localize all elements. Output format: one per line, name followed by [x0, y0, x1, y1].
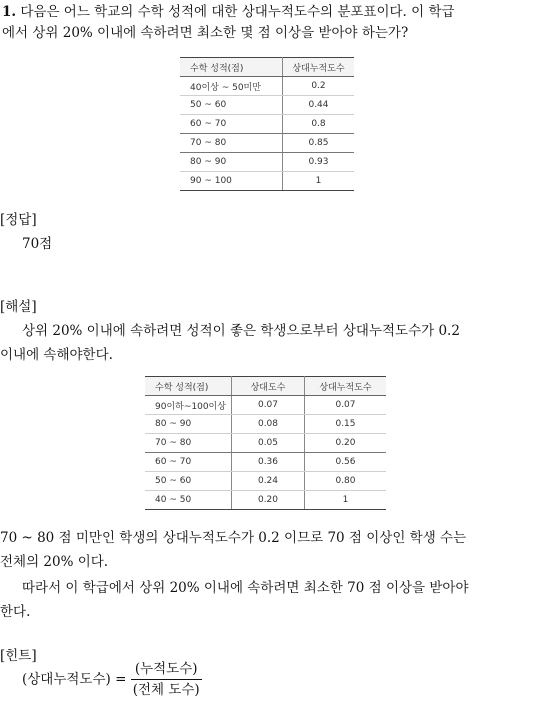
table-header-score: 수학 성적(점) [145, 377, 232, 396]
hint-denominator: (전체 도수) [132, 682, 200, 698]
question-text-1: 다음은 어느 학교의 수학 성적에 대한 상대누적도수의 분포표이다. 이 학급 [20, 4, 455, 20]
answer-value: 70점 [22, 236, 53, 252]
question-line-2: 에서 상위 20% 이내에 속하려면 최소한 몇 점 이상을 받아야 하는가? [2, 25, 409, 41]
explanation-line-4: 전체의 20% 이다. [0, 554, 109, 570]
cumulative-frequency-table [180, 57, 354, 191]
table-cell: 90 ~ 100 [180, 172, 283, 191]
table-row [180, 77, 354, 96]
hint-heading: [힌트] [0, 648, 37, 664]
table-cell: 1 [305, 491, 387, 510]
table-cell: 0.56 [305, 453, 387, 472]
table-cell: 0.24 [232, 472, 305, 491]
question-number: 1. [2, 4, 17, 20]
table-cell: 0.08 [232, 415, 305, 434]
answer-heading: [정답] [0, 212, 37, 228]
table-cell: 0.07 [232, 396, 305, 415]
table-cell: 60 ~ 70 [180, 115, 283, 134]
table-cell: 50 ~ 60 [180, 96, 283, 115]
explanation-line-6: 한다. [0, 604, 31, 620]
table-header-row [145, 377, 386, 396]
hint-fraction [131, 659, 202, 700]
table-cell: 70 ~ 80 [145, 434, 232, 453]
table-cell: 0.44 [283, 96, 355, 115]
table-cell: 50 ~ 60 [145, 472, 232, 491]
table-cell: 60 ~ 70 [145, 453, 232, 472]
table-row [145, 491, 386, 510]
table-cell: 80 ~ 90 [180, 153, 283, 172]
table-header-cumulative: 상대누적도수 [305, 377, 387, 396]
table-row [145, 472, 386, 491]
table-cell: 0.36 [232, 453, 305, 472]
table-cell: 0.07 [305, 396, 387, 415]
table-cell: 0.20 [305, 434, 387, 453]
explanation-line-1: 상위 20% 이내에 속하려면 성적이 좋은 학생으로부터 상대누적도수가 0.2 [22, 323, 460, 339]
table-cell: 0.85 [283, 134, 355, 153]
table-row [180, 172, 354, 191]
hint-formula [22, 659, 202, 700]
table-row [145, 453, 386, 472]
table-header-score: 수학 성적(점) [180, 58, 283, 77]
table-header-relative: 상대도수 [232, 377, 305, 396]
table-cell: 0.80 [305, 472, 387, 491]
hint-numerator: (누적도수) [131, 659, 202, 680]
table-cell: 0.93 [283, 153, 355, 172]
table-cell: 0.05 [232, 434, 305, 453]
explanation-line-5: 따라서 이 학급에서 상위 20% 이내에 속하려면 최소한 70 점 이상을 받아야 [22, 580, 469, 596]
table-row [180, 134, 354, 153]
table-header-cumulative: 상대누적도수 [283, 58, 355, 77]
table-row [180, 96, 354, 115]
table-row [145, 396, 386, 415]
table-cell: 70 ~ 80 [180, 134, 283, 153]
explanation-line-3: 70 ~ 80 점 미만인 학생의 상대누적도수가 0.2 이므로 70 점 이상인 학생 수는 [0, 530, 467, 546]
table-cell: 40 ~ 50 [145, 491, 232, 510]
table-cell: 40이상 ~ 50미만 [180, 77, 283, 96]
relative-frequency-table [145, 376, 386, 510]
table-cell: 80 ~ 90 [145, 415, 232, 434]
table-cell: 0.15 [305, 415, 387, 434]
explanation-line-2: 이내에 속해야한다. [0, 347, 113, 363]
table-cell: 90이하~100이상 [145, 396, 232, 415]
table-cell: 1 [283, 172, 355, 191]
explanation-heading: [해설] [0, 299, 37, 315]
table-row [180, 153, 354, 172]
table-header-row [180, 58, 354, 77]
table-cell: 0.20 [232, 491, 305, 510]
hint-formula-lhs: (상대누적도수) = [22, 671, 127, 688]
table-row [180, 115, 354, 134]
table-row [145, 434, 386, 453]
table-cell: 0.8 [283, 115, 355, 134]
table-cell: 0.2 [283, 77, 355, 96]
table-row [145, 415, 386, 434]
